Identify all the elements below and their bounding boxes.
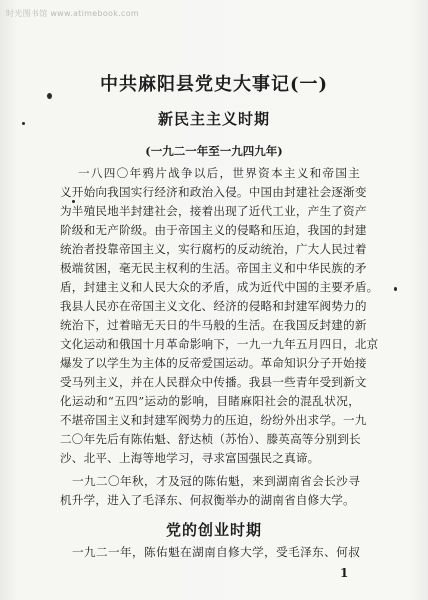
text-line: 一九二一年，陈佑魁在湖南自修大学，受毛泽东、何叔 — [72, 545, 360, 559]
text-line: 一九二〇年秋，才及冠的陈佑魁，来到湖南省会长沙寻 — [72, 474, 360, 488]
text-line: 受马列主义，并在人民群众中传播。我县一些青年受到新文 — [60, 375, 367, 389]
text-line: 统治下，过着暗无天日的牛马般的生活。在我国反封建的新 — [60, 318, 367, 332]
document-title: 中共麻阳县党史大事记(一) — [99, 74, 329, 95]
text-line: 统治者投靠帝国主义，实行腐朽的反动统治，广大人民过着 — [60, 242, 367, 256]
text-line: 文化运动和俄国十月革命影响下，一九一九年五月四日，北京 — [60, 337, 379, 351]
section-heading-new-democracy: 新民主主义时期 — [157, 110, 270, 128]
text-line: 沙、北平、上海等地学习，寻求富国强民之真谛。 — [60, 451, 320, 465]
text-line: 我县人民亦在帝国主义文化、经济的侵略和封建军阀势力的 — [60, 299, 367, 313]
text-line: 阶级和无产阶级。由于帝国主义的侵略和压迫，我国的封建 — [60, 223, 367, 237]
ink-speck — [394, 287, 397, 291]
section-date-range: (一九二一年至一九四九年) — [145, 144, 283, 158]
text-line: 极端贫困，毫无民主权利的生活。帝国主义和中华民族的矛 — [60, 261, 367, 275]
text-line: 为半殖民地半封建社会，接着出现了近代工业，产生了资产 — [60, 204, 367, 218]
text-line: 二〇年先后有陈佑魁、舒达桢（苏怡）、滕英高等分别到长 — [60, 432, 361, 446]
text-line: 化运动和“五四”运动的影响，目睹麻阳社会的混乱状况， — [60, 394, 360, 408]
text-line: 义开始向我国实行经济和政治入侵。中国由封建社会逐渐变 — [60, 185, 367, 199]
text-line: 爆发了以学生为主体的反帝爱国运动。革命知识分子开始接 — [60, 356, 367, 370]
ink-speck — [72, 200, 75, 203]
text-line: 机升学，进入了毛泽东、何叔衡举办的湖南省自修大学。 — [60, 493, 355, 507]
watermark-text: 时光图书馆 www.atimebook.com — [6, 9, 139, 18]
section-heading-party-founding: 党的创业时期 — [165, 521, 262, 539]
text-line: 盾，封建主义和人民大众的矛盾，成为近代中国的主要矛盾。 — [60, 280, 379, 294]
page-number: 1 — [340, 566, 349, 580]
text-line: 一八四〇年鸦片战争以后，世界资本主义和帝国主 — [78, 166, 360, 180]
text-line: 不堪帝国主义和封建军阀势力的压迫，纷纷外出求学。一九 — [60, 413, 367, 427]
